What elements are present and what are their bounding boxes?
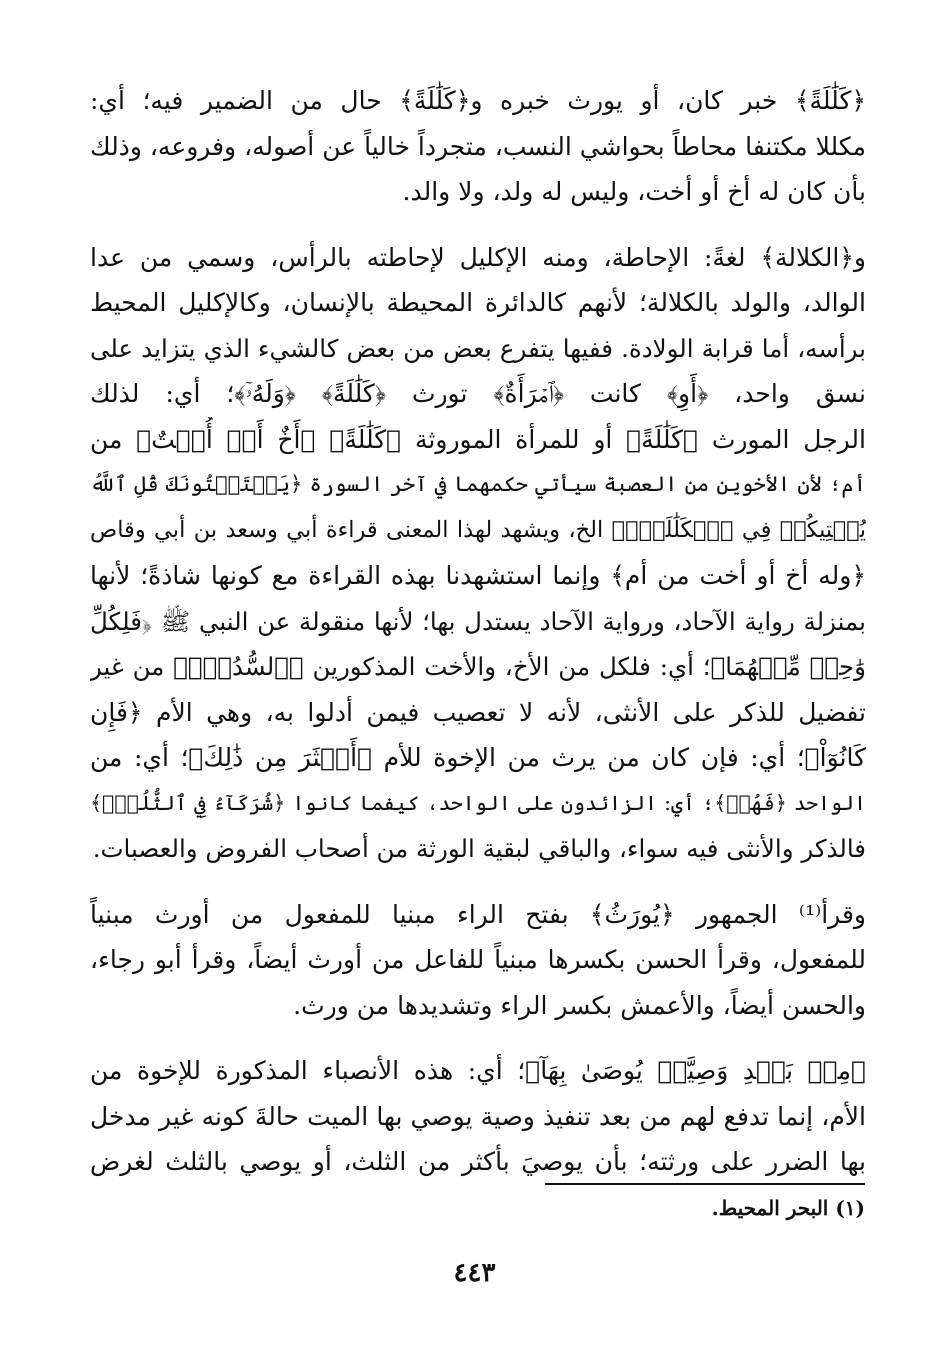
text-line: أم؛ لأن الأخوين من العصبة سيأتي حكمهما في آخر السورة ﴿يَسۡتَفۡتُونَكَ قُلِ ٱللَّهُ <box>90 472 866 496</box>
text-line: برأسه، أما قرابة الولادة. ففيها يتفرع بعض من بعض كالشيء الذي يتزايد على <box>90 333 866 363</box>
text-line: ﴿كَلَٰلَةً﴾ خبر كان، أو يورث خبره و﴿كَلَٰلَةً﴾ حال من الضمير فيه؛ أي: <box>90 86 866 115</box>
paragraph-2 <box>90 235 866 872</box>
text-line: بأن كان له أخ أو أخت، وليس له ولد، ولا والد. <box>402 177 866 206</box>
text-line: الأم، إنما تدفع لهم من بعد تنفيذ وصية يوصي بها الميت حالةَ كونه غير مدخل <box>90 1101 866 1131</box>
text-line: فالذكر والأنثى فيه سواء، والباقي لبقية الورثة من أصحاب الفروض والعصبات. <box>92 834 866 863</box>
text-line: نسق واحد، ﴿أَوِ﴾ كانت ﴿ٱمۡرَأَةٌ﴾ تورث ﴿كَلَٰلَةً﴾ ﴿وَلَهُۥٓ﴾؛ أي: لذلك <box>90 379 866 408</box>
text-line: الرجل المورث ﴿كَلَٰلَةً﴾ أو للمرأة الموروثة ﴿كَلَٰلَةً﴾ ﴿أَخٌ أَوۡ أُخۡتٌ﴾ من <box>90 424 866 454</box>
text-line: ﴿وله أخ أو أخت من أم﴾ وإنما استشهدنا بهذه القراءة مع كونها شاذةً؛ لأنها <box>90 561 866 590</box>
text-line: والحسن أيضاً، والأعمش بكسر الراء وتشديدها من ورث. <box>293 990 866 1020</box>
text-line: بها الضرر على ورثته؛ بأن يوصيَ بأكثر من الثلث، أو يوصي بالثلث لغرض <box>90 1147 866 1176</box>
text-line: وقرأ⁽¹⁾ الجمهور ﴿يُورَثُ﴾ بفتح الراء مبنيا للمفعول من أورث مبنياً <box>90 899 866 929</box>
text-line: الوالد، والولد بالكلالة؛ لأنهم كالدائرة المحيطة بالإنسان، وكالإكليل المحيط <box>90 288 866 317</box>
page-body <box>90 78 866 1185</box>
page-number: ٤٤٣ <box>453 1258 496 1288</box>
text-line: يُفۡتِيكُمۡ فِي ٱلۡكَلَٰلَةِۚ﴾ الخ، ويشهد لهذا المعنى قراءة أبي وسعد بن أبي وقاص <box>90 516 866 543</box>
paragraph-4 <box>90 1048 866 1185</box>
text-line: بمنزلة رواية الآحاد، ورواية الآحاد يستدل بها؛ لأنها منقولة عن النبي ﷺ ﴿فَلِكُلِّ <box>90 606 866 636</box>
text-line: ﴿مِنۢ بَعۡدِ وَصِيَّةٖ يُوصَىٰ بِهَآ﴾؛ أي: هذه الأنصباء المذكورة للإخوة من <box>90 1056 866 1085</box>
paragraph-1 <box>90 78 866 215</box>
text-line: مكللا مكتنفا محاطاً بحواشي النسب، متجرداً خالياً عن أصوله، وفروعه، وذلك <box>90 131 866 161</box>
text-line: للمفعول، وقرأ الحسن بكسرها مبنياً للفاعل من أورث أيضاً، وقرأ أبو رجاء، <box>90 945 866 974</box>
text-line: و﴿الكلالة﴾ لغةً: الإحاطة، ومنه الإكليل لإحاطته بالرأس، وسمي من عدا <box>90 242 866 272</box>
paragraph-3 <box>90 892 866 1029</box>
footnote: (١) البحر المحيط. <box>711 1196 865 1220</box>
text-line: الواحد ﴿فَهُمۡ﴾؛ أي: الزائدون على الواحد، كيفما كانوا ﴿شُرَكَآءُ فِي ٱلثُّلُثِۚ﴾ <box>90 790 866 815</box>
footnote-separator <box>545 1183 865 1185</box>
text-line: وَٰحِدٖ مِّنۡهُمَا﴾؛ أي: فلكل من الأخ، والأخت المذكورين ﴿ٱلسُّدُسُۚ﴾ من غير <box>90 652 866 681</box>
text-line: تفضيل للذكر على الأنثى، لأنه لا تعصيب فيمن أدلوا به، وهي الأم ﴿فَإِن <box>90 697 866 727</box>
text-line: كَانُوٓاْ﴾؛ أي: فإن كان من يرث من الإخوة للأم ﴿أَكۡثَرَ مِن ذَٰلِكَ﴾؛ أي: من <box>90 743 866 772</box>
